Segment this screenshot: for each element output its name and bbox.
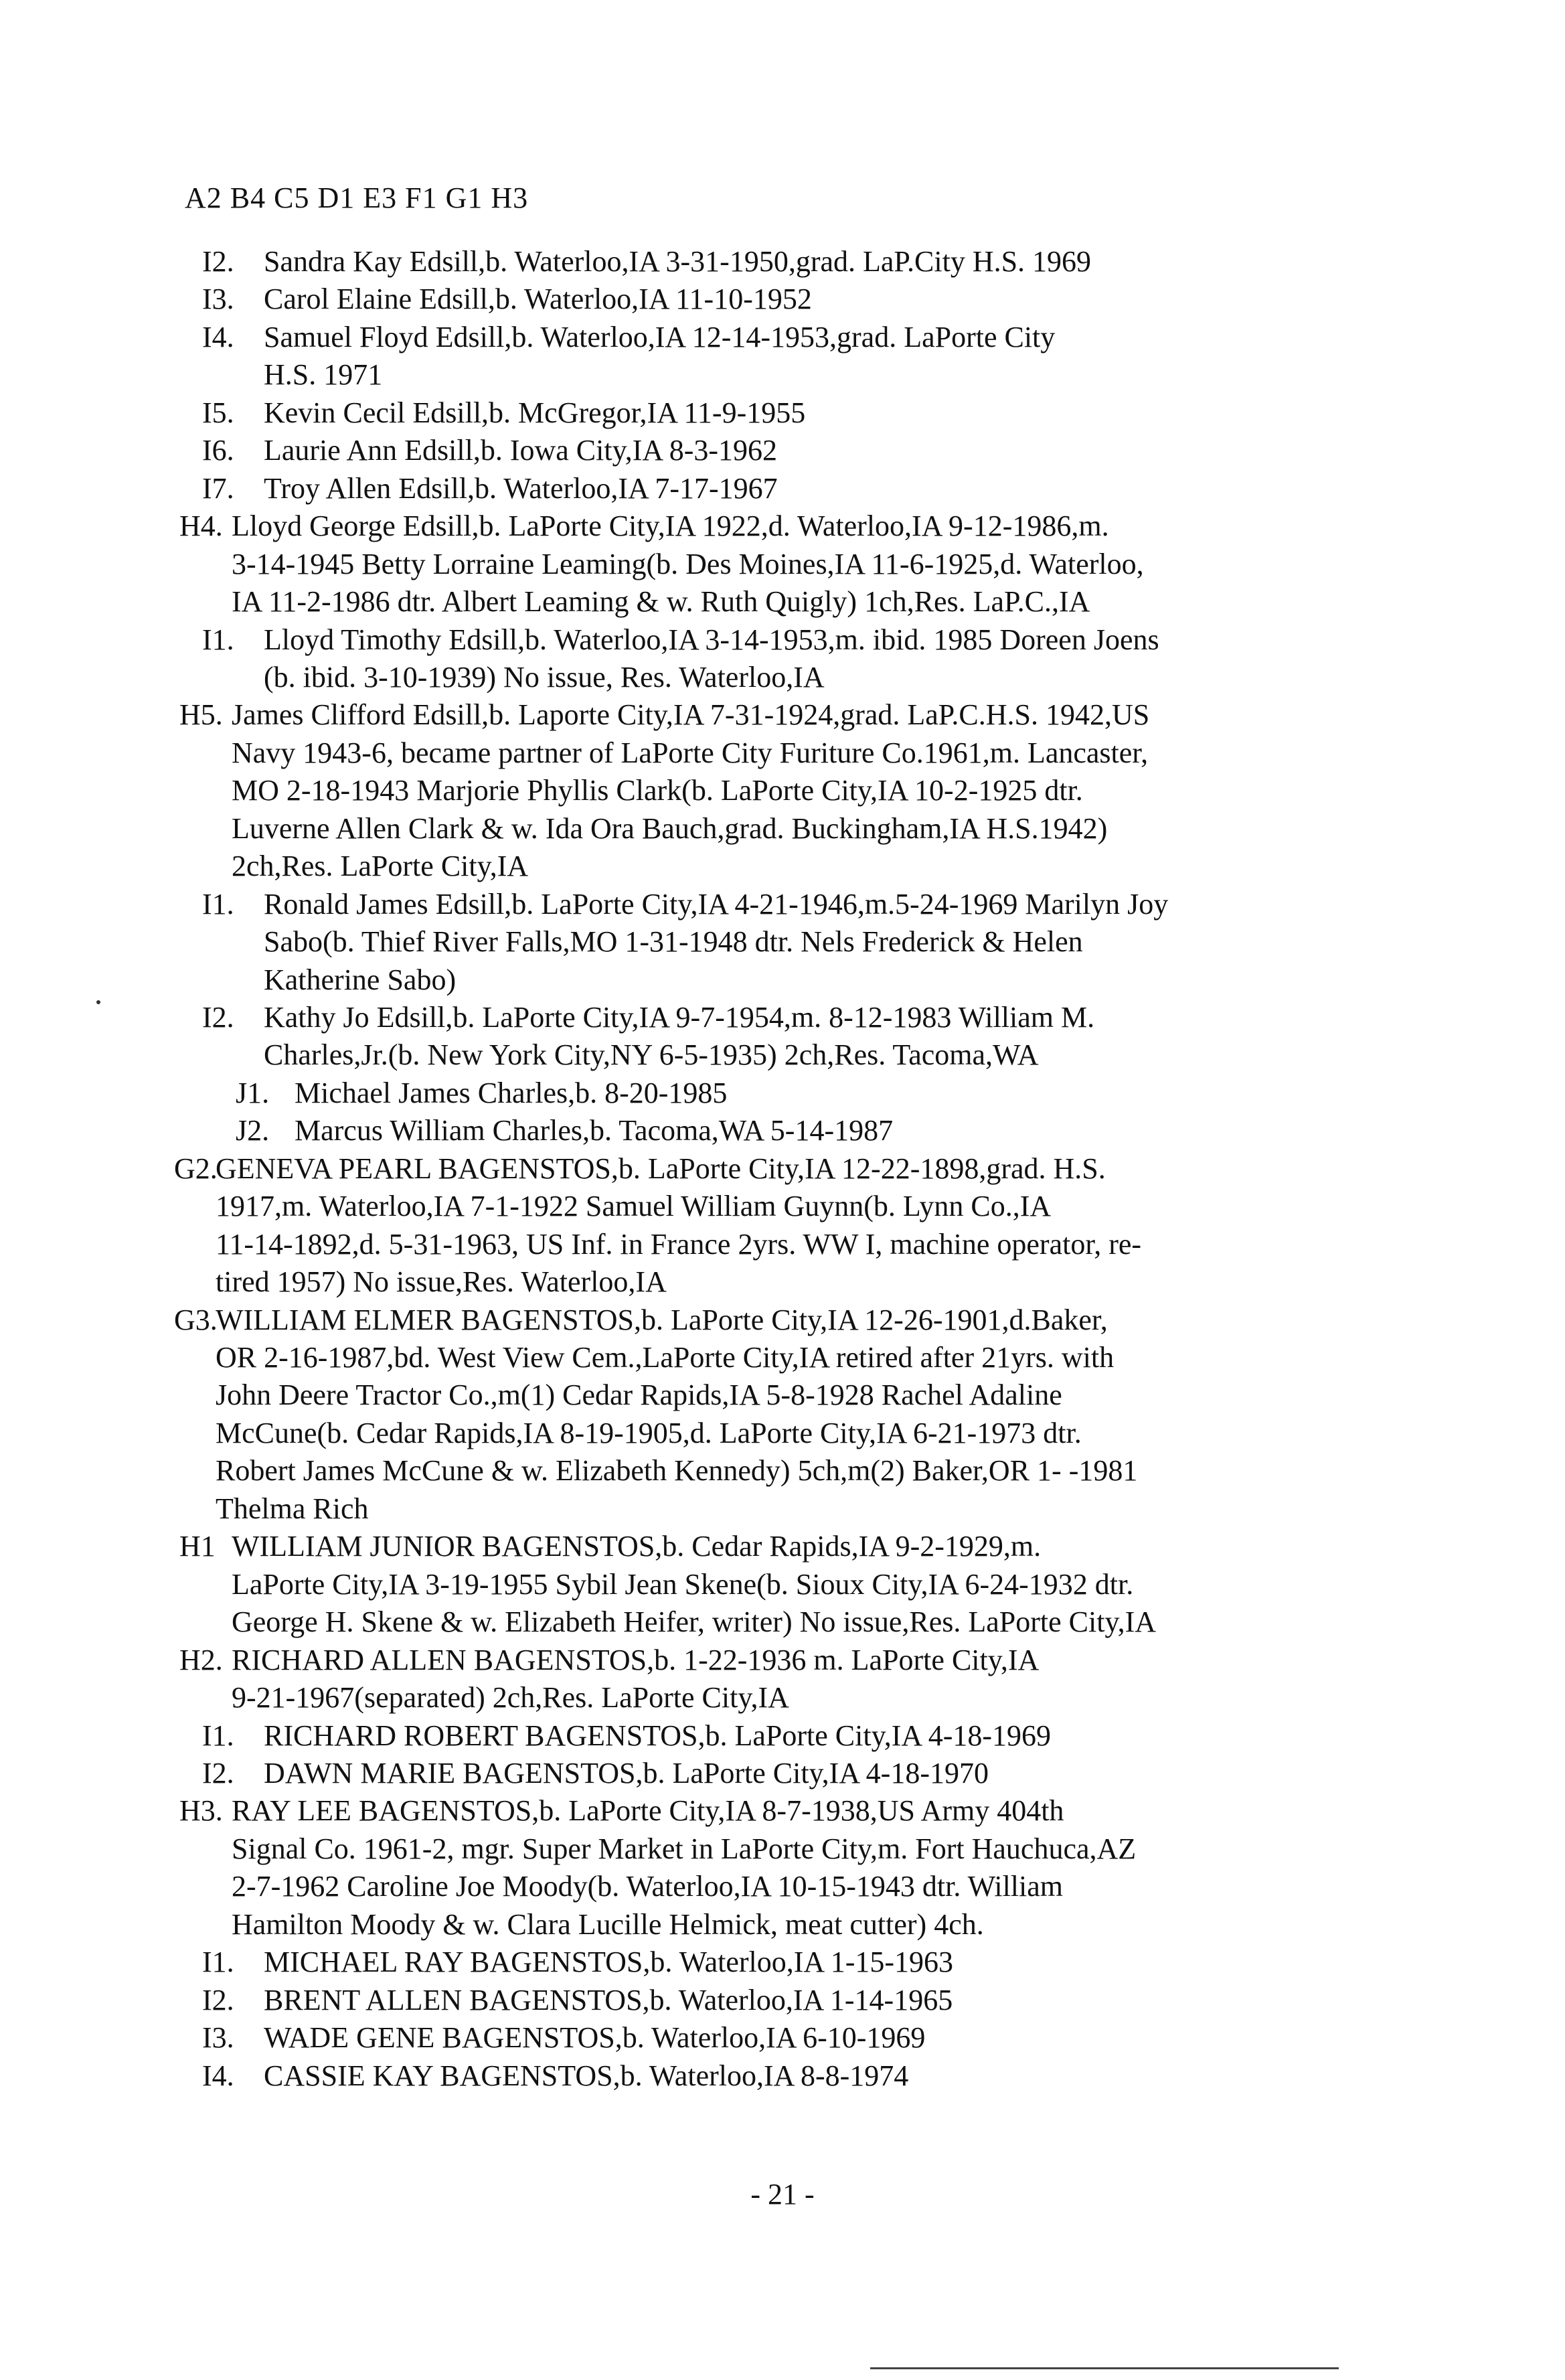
entry-text-line: GENEVA PEARL BAGENSTOS,b. LaPorte City,IA 12-22-1898,grad. H.S. [216, 1152, 1106, 1185]
entry-text-line: Charles,Jr.(b. New York City,NY 6-5-1935) 2ch,Res. Tacoma,WA [264, 1038, 1039, 1072]
entry-label: H4. [179, 509, 223, 543]
entry-text-line: McCune(b. Cedar Rapids,IA 8-19-1905,d. LaPorte City,IA 6-21-1973 dtr. [216, 1416, 1082, 1449]
entry-text-line: WADE GENE BAGENSTOS,b. Waterloo,IA 6-10-1969 [264, 2021, 926, 2055]
entry-text-line: Michael James Charles,b. 8-20-1985 [295, 1076, 728, 1109]
entry-label: J2. [236, 1114, 270, 1147]
entry-text-line: CASSIE KAY BAGENSTOS,b. Waterloo,IA 8-8-1974 [264, 2059, 909, 2092]
entry-label: I4. [202, 2059, 234, 2092]
entry-text-line: Luverne Allen Clark & w. Ida Ora Bauch,grad. Buckingham,IA H.S.1942) [232, 811, 1108, 845]
bottom-rule [870, 2367, 1339, 2369]
entry-text-line: Robert James McCune & w. Elizabeth Kennedy) 5ch,m(2) Baker,OR 1- -1981 [216, 1454, 1138, 1488]
entry-text-line: Marcus William Charles,b. Tacoma,WA 5-14-1987 [295, 1114, 894, 1147]
entry-text-line: RICHARD ALLEN BAGENSTOS,b. 1-22-1936 m. LaPorte City,IA [232, 1643, 1040, 1676]
entry-label: H3. [179, 1794, 223, 1828]
page-number: - 21 - [750, 2178, 815, 2211]
entry-text-line: Katherine Sabo) [264, 963, 457, 996]
entry-text-line: LaPorte City,IA 3-19-1955 Sybil Jean Skene(b. Sioux City,IA 6-24-1932 dtr. [232, 1567, 1134, 1601]
entry-label: I6. [202, 434, 234, 467]
entry-label: G3. [174, 1303, 218, 1336]
entry-text-line: RAY LEE BAGENSTOS,b. LaPorte City,IA 8-7-1938,US Army 404th [232, 1794, 1064, 1828]
entry-label: I5. [202, 396, 234, 429]
entry-text-line: tired 1957) No issue,Res. Waterloo,IA [216, 1265, 667, 1299]
entry-text-line: Thelma Rich [216, 1492, 369, 1525]
entry-text-line: Carol Elaine Edsill,b. Waterloo,IA 11-10-1952 [264, 283, 812, 316]
entry-text-line: Kathy Jo Edsill,b. LaPorte City,IA 9-7-1954,m. 8-12-1983 William M. [264, 1001, 1095, 1034]
entry-label: H2. [179, 1643, 223, 1676]
entry-label: I4. [202, 320, 234, 353]
entry-text-line: Laurie Ann Edsill,b. Iowa City,IA 8-3-1962 [264, 434, 778, 467]
entry-text-line: James Clifford Edsill,b. Laporte City,IA 7-31-1924,grad. LaP.C.H.S. 1942,US [232, 698, 1150, 732]
entry-label: I7. [202, 471, 234, 505]
entry-text-line: Ronald James Edsill,b. LaPorte City,IA 4-21-1946,m.5-24-1969 Marilyn Joy [264, 887, 1169, 921]
entry-text-line: Samuel Floyd Edsill,b. Waterloo,IA 12-14-1953,grad. LaPorte City [264, 320, 1056, 353]
entry-label: I3. [202, 2021, 234, 2055]
entry-text-line: MICHAEL RAY BAGENSTOS,b. Waterloo,IA 1-15-1963 [264, 1946, 954, 1979]
entry-label: I2. [202, 245, 234, 278]
entry-text-line: Troy Allen Edsill,b. Waterloo,IA 7-17-1967 [264, 471, 778, 505]
entry-text-line: Navy 1943-6, became partner of LaPorte City Furiture Co.1961,m. Lancaster, [232, 736, 1149, 769]
entry-text-line: 2ch,Res. LaPorte City,IA [232, 850, 529, 883]
lineage-header: A2 B4 C5 D1 E3 F1 G1 H3 [185, 181, 529, 214]
entry-label: I1. [202, 623, 234, 656]
entry-label: I1. [202, 887, 234, 921]
entry-text-line: IA 11-2-1986 dtr. Albert Leaming & w. Ruth Quigly) 1ch,Res. LaP.C.,IA [232, 585, 1090, 619]
entry-text-line: 11-14-1892,d. 5-31-1963, US Inf. in France 2yrs. WW I, machine operator, re- [216, 1227, 1142, 1261]
entry-label: J1. [236, 1076, 270, 1109]
entry-label: I2. [202, 1983, 234, 2016]
entry-text-line: OR 2-16-1987,bd. West View Cem.,LaPorte City,IA retired after 21yrs. with [216, 1341, 1115, 1374]
entry-text-line: Lloyd George Edsill,b. LaPorte City,IA 1922,d. Waterloo,IA 9-12-1986,m. [232, 509, 1109, 543]
entry-text-line: 3-14-1945 Betty Lorraine Leaming(b. Des Moines,IA 11-6-1925,d. Waterloo, [232, 547, 1144, 580]
entry-text-line: Lloyd Timothy Edsill,b. Waterloo,IA 3-14-1953,m. ibid. 1985 Doreen Joens [264, 623, 1159, 656]
entry-label: I3. [202, 283, 234, 316]
entry-label: I2. [202, 1001, 234, 1034]
entry-label: H5. [179, 698, 223, 732]
scan-speck [94, 998, 103, 1007]
entry-text-line: 9-21-1967(separated) 2ch,Res. LaPorte City,IA [232, 1681, 789, 1715]
entry-label: I2. [202, 1757, 234, 1790]
entry-text-line: George H. Skene & w. Elizabeth Heifer, writer) No issue,Res. LaPorte City,IA [232, 1605, 1157, 1639]
entry-text-line: 1917,m. Waterloo,IA 7-1-1922 Samuel William Guynn(b. Lynn Co.,IA [216, 1190, 1052, 1223]
entry-text-line: Sandra Kay Edsill,b. Waterloo,IA 3-31-1950,grad. LaP.City H.S. 1969 [264, 245, 1092, 278]
entry-text-line: DAWN MARIE BAGENSTOS,b. LaPorte City,IA 4-18-1970 [264, 1757, 989, 1790]
entry-text-line: BRENT ALLEN BAGENSTOS,b. Waterloo,IA 1-14-1965 [264, 1983, 953, 2016]
entry-label: H1 [179, 1530, 216, 1563]
entry-text-line: Sabo(b. Thief River Falls,MO 1-31-1948 dtr. Nels Frederick & Helen [264, 925, 1083, 959]
entry-text-line: John Deere Tractor Co.,m(1) Cedar Rapids,IA 5-8-1928 Rachel Adaline [216, 1378, 1062, 1412]
entry-text-line: MO 2-18-1943 Marjorie Phyllis Clark(b. LaPorte City,IA 10-2-1925 dtr. [232, 774, 1083, 807]
entry-text-line: Hamilton Moody & w. Clara Lucille Helmick, meat cutter) 4ch. [232, 1907, 984, 1941]
entry-text-line: WILLIAM ELMER BAGENSTOS,b. LaPorte City,IA 12-26-1901,d.Baker, [216, 1303, 1108, 1336]
entry-label: I1. [202, 1719, 234, 1752]
entry-text-line: WILLIAM JUNIOR BAGENSTOS,b. Cedar Rapids,IA 9-2-1929,m. [232, 1530, 1042, 1563]
entry-text-line: (b. ibid. 3-10-1939) No issue, Res. Waterloo,IA [264, 660, 825, 694]
entry-text-line: Kevin Cecil Edsill,b. McGregor,IA 11-9-1955 [264, 396, 806, 429]
entry-label: G2. [174, 1152, 218, 1185]
entry-text-line: Signal Co. 1961-2, mgr. Super Market in LaPorte City,m. Fort Hauchuca,AZ [232, 1832, 1137, 1865]
entry-text-line: 2-7-1962 Caroline Joe Moody(b. Waterloo,IA 10-15-1943 dtr. William [232, 1870, 1063, 1903]
entry-text-line: RICHARD ROBERT BAGENSTOS,b. LaPorte City,IA 4-18-1969 [264, 1719, 1052, 1752]
entry-text-line: H.S. 1971 [264, 358, 383, 392]
entry-label: I1. [202, 1946, 234, 1979]
